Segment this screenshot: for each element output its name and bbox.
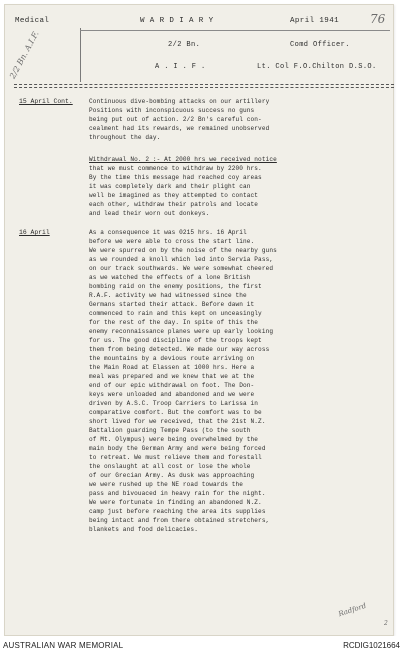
- entry-line: As a consequence it was 0215 hrs. 16 April: [89, 229, 247, 236]
- entry-line: By the time this message had reached coy areas: [89, 174, 262, 181]
- entry-line: pass and bivouaced in heavy rain for the night.: [89, 490, 266, 497]
- header-rule-double-2: [14, 87, 394, 88]
- entry-line: keys were unloaded and abandoned and we were: [89, 391, 255, 398]
- entry-line: of our Grecian Army. As dusk was approaching: [89, 472, 255, 479]
- diary-month: April 1941: [290, 17, 340, 25]
- entry-line: being put out of action. 2/2 Bn's careful con-: [89, 116, 262, 123]
- entry-line: for the rest of the day. In spite of this the: [89, 319, 259, 326]
- entry-line: we were rushed up the NE road towards the: [89, 481, 244, 488]
- entry-line: the mountains by a devious route arriving on: [89, 355, 255, 362]
- entry-line: the onslaught at all cost or lose the whole: [89, 463, 251, 470]
- entry-line: Withdrawal No. 2 :- At 2000 hrs we received notice: [89, 156, 277, 163]
- entry-line: well be imagined as they attempted to contact: [89, 192, 259, 199]
- entry-line: enemy reconnaissance planes were up early looking: [89, 328, 274, 335]
- entry-line: We were fortunate in finding an abandoned N.Z.: [89, 499, 262, 506]
- entry-line: commenced to rain and this kept on unceasingly: [89, 310, 262, 317]
- entry-line: blankets and food delicacies.: [89, 526, 198, 533]
- entry-line: and lead their worn out donkeys.: [89, 210, 210, 217]
- signature: Radford: [337, 601, 368, 619]
- entry-line: each other, withdraw their patrols and locate: [89, 201, 259, 208]
- entry-date: 15 April Cont.: [19, 98, 73, 105]
- commander-name: Lt. Col F.O.Chilton D.S.O.: [257, 63, 377, 71]
- entry-line: as we watched the effects of a lone British: [89, 274, 251, 281]
- entry-line: of Mt. Olympus) were being overwhelmed by the: [89, 436, 259, 443]
- entry-line: Germans started their attack. Before dawn it: [89, 301, 255, 308]
- diary-title: W A R D I A R Y: [140, 17, 214, 25]
- entry-line: comparative comfort. But the comfort was to be: [89, 409, 262, 416]
- entry-line: on our track southwards. We were somewhat cheered: [89, 265, 274, 272]
- entry-line: them from being detected. We made our way across: [89, 346, 270, 353]
- header-rule: [80, 28, 81, 82]
- entry-line: driven by A.S.C. Troop Carriers to Larissa in: [89, 400, 259, 407]
- entry-line: Battalion guarding Tempe Pass (to the south: [89, 427, 251, 434]
- header-rule-top: [80, 30, 390, 31]
- archive-footer: [0, 636, 406, 654]
- entry-line: R.A.F. activity we had witnessed since the: [89, 292, 247, 299]
- entry-line: end of our epic withdrawal on foot. The Don-: [89, 382, 255, 389]
- page-number: 76: [370, 12, 386, 26]
- entry-line: main body the German Army and were being forced: [89, 445, 266, 452]
- entry-line: camp just before reaching the area its supplies: [89, 508, 266, 515]
- entry-line: cealment had its rewards, we remained unobserved: [89, 125, 270, 132]
- entry-line: it was completely dark and their plight can: [89, 183, 251, 190]
- header-left-label: Medical: [15, 17, 50, 25]
- footer-institution: AUSTRALIAN WAR MEMORIAL: [3, 641, 124, 650]
- entry-line: that we must commence to withdraw by 2200 hrs.: [89, 165, 262, 172]
- cond-officer-label: Comd Officer.: [290, 41, 350, 49]
- footer-record-id: RCDIG1021664: [343, 641, 400, 650]
- entry-line: to retreat. We must relieve them and forestall: [89, 454, 262, 461]
- entry-line: throughout the day.: [89, 134, 161, 141]
- folio-mark: 2: [384, 620, 388, 627]
- entry-line: as we rounded a knoll which led into Servia Pass,: [89, 256, 274, 263]
- header-rule-double: [14, 84, 394, 85]
- force-name: A . I . F .: [155, 63, 206, 71]
- entry-line: bombing raid on the enemy positions, the first: [89, 283, 262, 290]
- margin-note: 2/2 Bn. A.I.F.: [8, 29, 41, 81]
- entry-line: for us. The good discipline of the troops kept: [89, 337, 262, 344]
- entry-line: Continuous dive-bombing attacks on our artillery: [89, 98, 270, 105]
- entry-line: the Main Road at Elassen at 1000 hrs. Here a: [89, 364, 255, 371]
- entry-date: 16 April: [19, 229, 50, 236]
- entry-line: short lived for we received, that the 21st N.Z.: [89, 418, 266, 425]
- unit-name: 2/2 Bn.: [168, 41, 201, 49]
- entry-line: being intact and from there obtained stretchers,: [89, 517, 270, 524]
- entry-line: before we were able to cross the start line.: [89, 238, 255, 245]
- entry-line: meal was prepared and we knew that we at the: [89, 373, 255, 380]
- entry-line: Positions with inconspicuous success no guns: [89, 107, 255, 114]
- entry-line: We were spurred on by the noise of the nearby guns: [89, 247, 277, 254]
